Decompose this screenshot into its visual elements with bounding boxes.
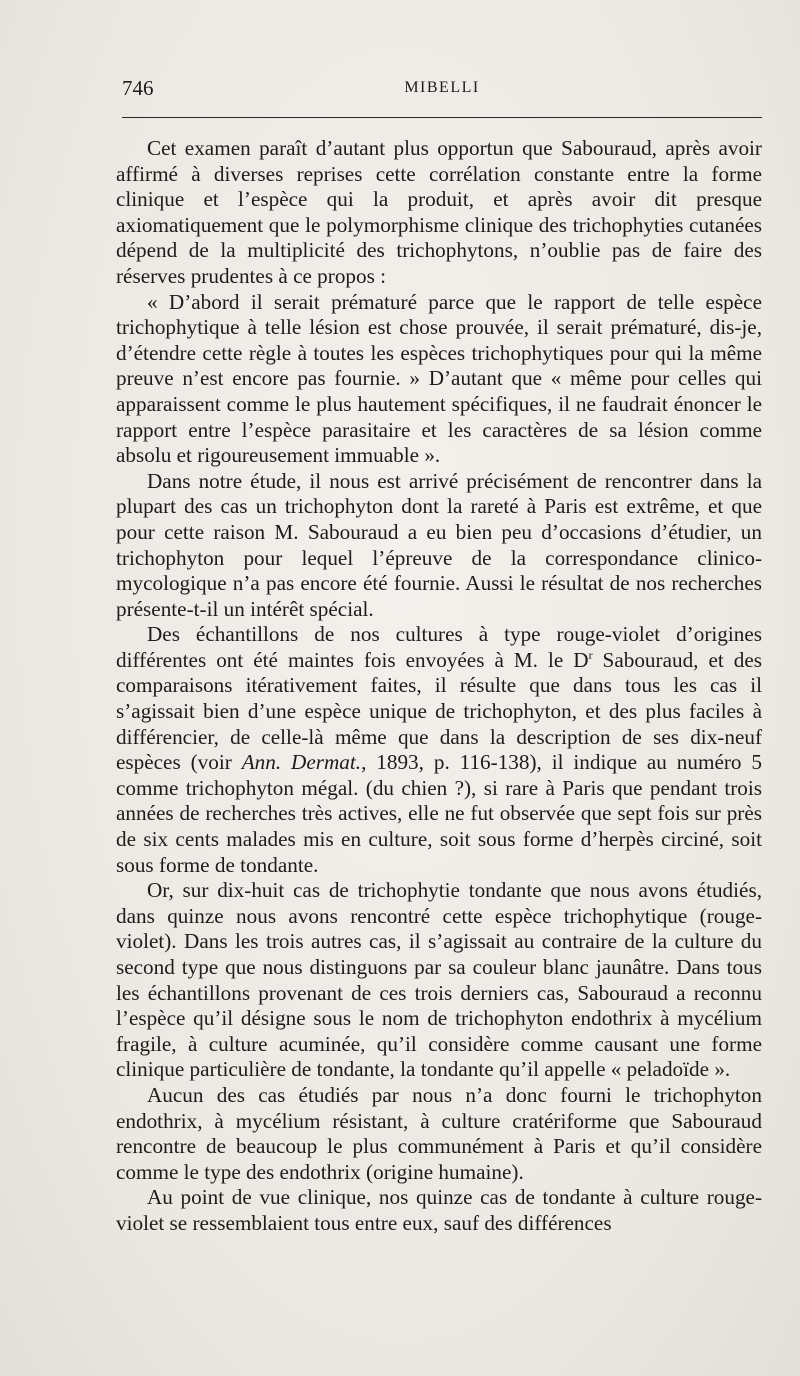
- paragraph-5: Or, sur dix-huit cas de trichophytie tondante que nous avons étudiés, dans quinze nous avons rencontré cette espèce trichophytique (rouge-violet). Dans les trois autres cas, il s’agissait au contraire de la culture du second type que nous distinguons par sa couleur blanc jaunâtre. Dans tous les échantillons provenant de ces trois derniers cas, Sabouraud a reconnu l’espèce qu’il désigne sous le nom de trichophyton endothrix à mycélium fragile, à culture acuminée, qu’il considère comme causant une forme clinique particulière de tondante, la tondante qu’il appelle « peladoïde ».: [116, 878, 762, 1082]
- header-rule: [122, 117, 762, 118]
- paragraph-3: Dans notre étude, il nous est arrivé précisément de rencontrer dans la plupart des cas un trichophyton dont la rareté à Paris est extrême, et que pour cette raison M. Sabouraud a eu bien peu d’occasions d’étudier, un trichophyton pour lequel l’épreuve de la correspondance clinico-mycologique n’a pas encore été fournie. Aussi le résultat de nos recherches présente-t-il un intérêt spécial.: [116, 468, 762, 621]
- paragraph-4-start: Des échantillons de nos cultures à type rouge-violet d’origines différentes ont été maintes fois envoyées à M. le D: [116, 622, 762, 672]
- journal-title-italic: Ann. Dermat.: [241, 750, 362, 775]
- paragraph-6: Aucun des cas étudiés par nous n’a donc fourni le trichophyton endothrix, à mycélium résistant, à culture cratériforme que Sabouraud rencontre de beaucoup le plus communément à Paris et qu’il considère comme le type des endothrix (origine humaine).: [116, 1082, 762, 1184]
- running-head: MIBELLI: [404, 79, 480, 96]
- paragraph-4-middle: Sabouraud, et des comparaisons itérativement faites, il résulte que dans tous les cas il s’agissait bien d’une espèce unique de trichophyton, et des plus faciles à différencier, de celle-là même que dans la description de ses dix-neuf espèces (voir: [116, 647, 762, 775]
- paragraph-2: « D’abord il serait prématuré parce que le rapport de telle espèce trichophytique à telle lésion est chose prouvée, il serait prématuré, dis-je, d’étendre cette règle à toutes les espèces trichophytiques pour qui la même preuve n’est encore pas fournie. » D’autant que « même pour celles qui apparaissent comme le plus hautement spécifiques, il ne faudrait énoncer le rapport entre l’espèce parasitaire et les caractères de sa lésion comme absolu et rigoureusement immuable ».: [116, 289, 762, 468]
- paragraph-4-end: , 1893, p. 116-138), il indique au numéro 5 comme trichophyton mégal. (du chien ?), si rare à Paris que pendant trois années de recherches très actives, elle ne fut observée que sept fois sur près de six cents malades mis en culture, soit sous forme d’herpès circiné, soit sous forme de tondante.: [116, 750, 762, 877]
- page-number: 746: [122, 76, 154, 100]
- paragraph-1: Cet examen paraît d’autant plus opportun que Sabouraud, après avoir affirmé à diverses reprises cette corrélation constante entre la forme clinique et l’espèce qui la produit, et après avoir dit presque axiomatiquement que le polymorphisme clinique des trichophyties cutanées dépend de la multiplicité des trichophytons, n’oublie pas de faire des réserves prudentes à ce propos :: [116, 136, 762, 288]
- page-header: [122, 76, 762, 104]
- paragraph-4: [116, 622, 762, 878]
- paragraph-7: Au point de vue clinique, nos quinze cas de tondante à culture rouge-violet se ressemblaient tous entre eux, sauf des différences: [116, 1185, 762, 1235]
- doctor-abbrev-superscript: r: [588, 647, 593, 662]
- body-text: [116, 136, 762, 1237]
